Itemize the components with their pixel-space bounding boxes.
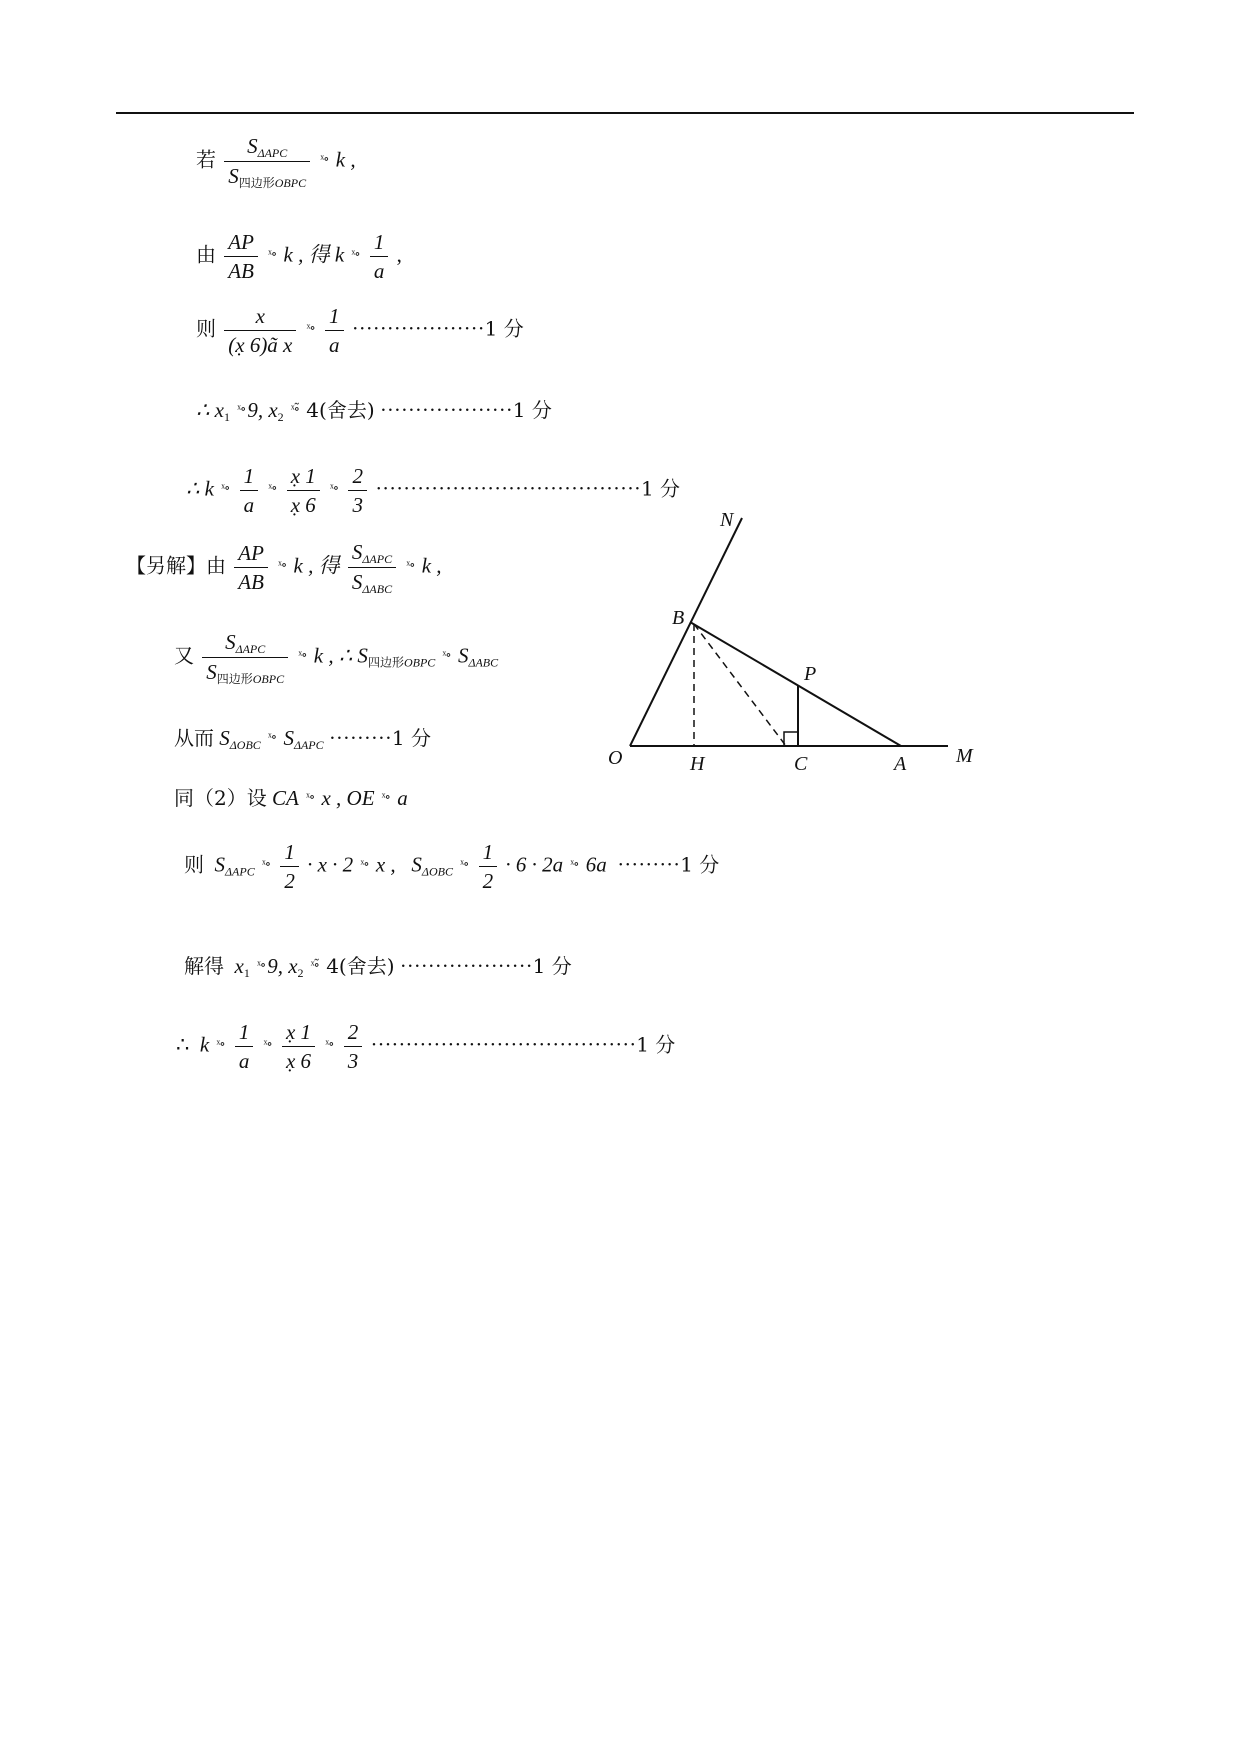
row-solve: 解得 $x_1$ ˣ∘9, $x_2$ ˣ∘̃ 4(舍去) ···················1 分 xyxy=(184,954,572,980)
right-angle-mark xyxy=(784,732,798,746)
row-k-value: ∴ k ˣ∘ $\frac{1}{a}$ ˣ∘ $\frac{x̣ 1}{x̣ 6}$ ˣ∘ $\frac{2}{3}$ ······································1 分 xyxy=(186,464,681,518)
row-ap-ab: 由 $\frac{AP}{AB}$ ˣ∘ k , 得 k ˣ∘ $\frac{1}{a}$ , xyxy=(196,228,402,286)
fraction-one-over-a: $\frac{1}{a}$ xyxy=(370,228,389,286)
dashed-bc xyxy=(694,624,786,746)
text-ruo: 若 xyxy=(196,147,216,172)
ray-on xyxy=(630,518,742,746)
label-c: C xyxy=(794,753,808,775)
row-condition: 若 $\frac{S_{\Delta APC}}{S_{四边形OBPC}}$ ˣ∘ k , xyxy=(196,134,356,191)
row-equation: 则 $\frac{x}{\text{(x̣ 6)ã x}}$ ˣ∘ $\frac{1}{a}$ ···················1 分 xyxy=(196,302,524,360)
label-a: A xyxy=(894,753,907,775)
fraction-area-ratio: $\frac{S_{\Delta APC}}{S_{四边形OBPC}}$ xyxy=(224,132,310,191)
row-alternative-solution: 【另解】由 $\frac{AP}{AB}$ ˣ∘ k , 得 $\frac{S_{\Delta APC}}{S_{\Delta ABC}}$ ˣ∘ k , xyxy=(126,540,442,597)
row-also: 又 $\frac{S_{\Delta APC}}{S_{四边形OBPC}}$ ˣ∘ k , ∴ $S_{四边形OBPC}$ ˣ∘ $S_{\Delta ABC}$ xyxy=(174,630,499,687)
row-final-k: ∴ k ˣ∘ $\frac{1}{a}$ ˣ∘ $\frac{x̣ 1}{x̣ 6}$ ˣ∘ $\frac{2}{3}$ ······································1 分 xyxy=(176,1020,676,1074)
fraction-x-over-expr: $\frac{x}{\text{(x̣ 6)ã x}}$ xyxy=(224,302,296,360)
header-rule xyxy=(116,112,1134,114)
row-areas: 则 $S_{\Delta APC}$ ˣ∘ $\frac{1}{2}$ · x · 2 ˣ∘ x , $S_{\Delta OBC}$ ˣ∘ $\frac{1}{2}$ · 6 · 2a ˣ∘ 6a ·········1 分 xyxy=(184,840,720,894)
label-n: N xyxy=(720,509,734,531)
row-solutions: ∴ $x_1$ ˣ∘9, $x_2$ ˣ∘̃ 4(舍去) ···················1 分 xyxy=(196,398,552,424)
row-set-variables: 同（2）设 CA ˣ∘ x , OE ˣ∘ a xyxy=(174,786,408,810)
score-label: 1 分 xyxy=(484,316,524,341)
segment-ba xyxy=(690,622,901,746)
label-p: P xyxy=(804,663,817,685)
label-m: M xyxy=(956,745,973,767)
relation-symbol: ˣ∘ xyxy=(320,150,329,166)
row-thus: 从而 $S_{\Delta OBC}$ ˣ∘ $S_{\Delta APC} \cdot\cdot\cdot\cdot\cdot\cdot\cdot\cdot\cdot 1$ 分 xyxy=(174,726,431,752)
score-leader: ··················· xyxy=(351,316,485,341)
label-o: O xyxy=(608,747,623,769)
label-h: H xyxy=(690,753,705,775)
geometry-figure xyxy=(600,500,1000,780)
fraction-ap-ab: $\frac{AP}{AB}$ xyxy=(224,228,258,286)
label-b: B xyxy=(672,607,685,629)
